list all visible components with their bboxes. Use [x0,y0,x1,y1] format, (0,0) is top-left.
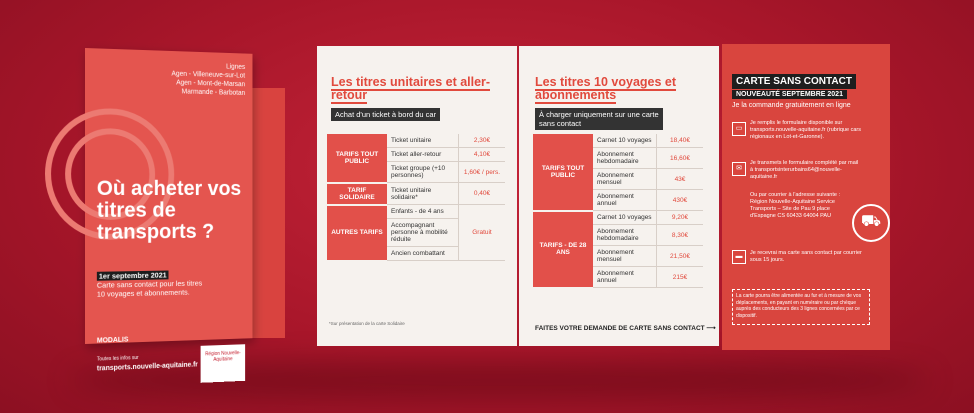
cover-date-label: 1er septembre 2021 [98,270,167,281]
brochure-shadow [70,360,930,400]
row-label: Ticket unitaire solidaire* [387,183,459,205]
panel3-subtitle: NOUVEAUTÉ SEPTEMBRE 2021 [732,90,847,99]
row-label: Ticket unitaire [387,134,459,148]
panel3-step1: Je remplis le formulaire disponible sur transports.nouvelle-aquitaine.fr (rubrique cars régionaux en Lot-et-Garonne). [750,120,861,140]
card-icon: ▬ [732,250,746,264]
table-row [533,211,703,225]
row-price: 43€ [657,169,704,190]
row-price: 2,30€ [459,134,506,148]
bus-icon: ⛟ [852,204,890,242]
panel2-cta: FAITES VOTRE DEMANDE DE CARTE SANS CONTACT ⟶ [535,325,716,332]
row-price: 430€ [657,190,704,211]
computer-icon: ▭ [732,122,746,136]
row-price: 21,50€ [657,246,704,267]
row-label: Carnet 10 voyages [593,211,657,225]
row-price: 9,20€ [657,211,704,225]
mail-icon: ✉ [732,162,746,176]
table-row [327,205,505,219]
row-label: Abonnement hebdomadaire [593,148,657,169]
table-row [327,183,505,205]
row-price: 8,30€ [657,225,704,246]
panel3-step3: Je recevrai ma carte sans contact par courrier sous 15 jours. [750,250,862,263]
cover-date [97,270,203,299]
row-price: 0,40€ [459,183,506,205]
row-price: 18,40€ [657,134,704,148]
table-row [533,134,703,148]
row-label: Ticket groupe (+10 personnes) [387,162,459,183]
row-price: 16,60€ [657,148,704,169]
row-price: 215€ [657,267,704,288]
region-logo: Région Nouvelle-Aquitaine [201,344,246,383]
panel2-heading: Les titres 10 voyages et abonnements [535,75,677,102]
row-label: Ticket aller-retour [387,148,459,162]
modalis-logo: MODALIS [96,336,129,345]
row-label: Abonnement hebdomadaire [593,225,657,246]
row-label: Ancien combattant [387,247,459,261]
row-price: Gratuit [459,205,506,261]
cover-site: transports.nouvelle-aquitaine.fr [96,361,198,373]
panel1-note: *Sur présentation de la carte Solidaire [329,321,405,326]
group-label: TARIFS TOUT PUBLIC [533,134,593,211]
row-label: Carnet 10 voyages [593,134,657,148]
row-price: 1,60€ / pers. [459,162,506,183]
panel-abonnements [519,46,719,346]
cover-lines: Lignes Agen - Villeneuve-sur-Lot Agen - Mont-de-Marsan Marmande - Barbotan [171,63,246,97]
panel3-step2: Je transmets le formulaire complété par mail à transportsinterurbains64@nouvelle-aquitaine.fr [750,160,859,180]
panel1-table [327,134,505,262]
row-label: Abonnement annuel [593,190,657,211]
group-label: TARIFS - DE 28 ANS [533,211,593,288]
table-row [327,134,505,148]
panel3-step2b: Ou par courrier à l'adresse suivante : Région Nouvelle-Aquitaine Service Transports – Site de Pau 9 place d'Espagne CS 60433 64004 PAU [750,192,841,219]
row-label: Enfants - de 4 ans [387,205,459,219]
row-label: Abonnement mensuel [593,169,657,190]
cover-title: Où acheter vos titres de transports ? [96,177,242,244]
panel3-box: La carte pourra être alimentée au fur et à mesure de vos déplacements, en payant en numéraire ou par chèque auprès des conducteurs des 3 lignes concernées par ce dispositif. [732,289,870,325]
arrow-right-icon: ⟶ [706,325,716,332]
panel2-table [533,134,703,289]
panel-carte [722,44,890,350]
row-price: 4,10€ [459,148,506,162]
group-label: AUTRES TARIFS [327,205,387,261]
group-label: TARIFS TOUT PUBLIC [327,134,387,183]
panel2-tag: À charger uniquement sur une carte sans contact [535,108,663,130]
group-label: TARIF SOLIDAIRE [327,183,387,205]
panel-unitaires [317,46,517,346]
row-label: Abonnement mensuel [593,246,657,267]
panel3-title: CARTE SANS CONTACT [732,74,856,89]
panel1-heading: Les titres unitaires et aller-retour [331,75,491,102]
row-label: Abonnement annuel [593,267,657,288]
panel1-tag: Achat d'un ticket à bord du car [331,108,440,121]
cover-site-prefix: Toutes les infos sur [96,354,139,363]
panel3-lead: Je la commande gratuitement en ligne [732,102,851,109]
cover-date-text: Carte sans contact pour les titres 10 voyages et abonnements. [96,278,203,299]
row-label: Accompagnant personne à mobilité réduite [387,219,459,247]
brochure-cover [85,48,252,373]
